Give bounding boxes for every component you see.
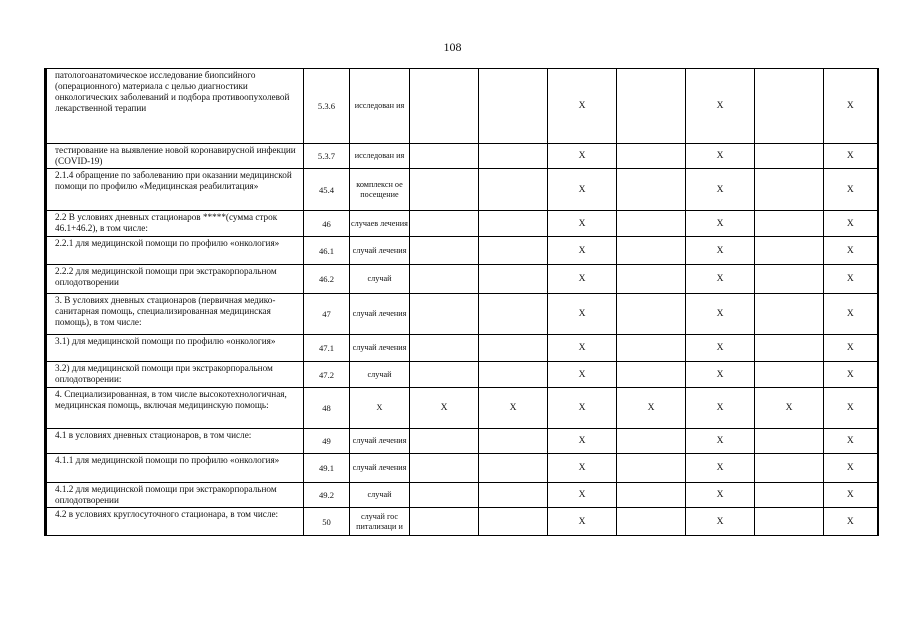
value-cell: X	[686, 265, 755, 294]
value-cell: X	[824, 211, 878, 237]
value-cell: X	[686, 144, 755, 169]
table-row	[46, 508, 878, 536]
value-cell	[617, 454, 686, 483]
row-unit-cell: случай лечения	[350, 237, 410, 265]
row-unit-cell: случай	[350, 483, 410, 508]
row-code-cell: 5.3.6	[304, 69, 350, 144]
row-code-cell: 46.2	[304, 265, 350, 294]
value-cell	[479, 144, 548, 169]
row-unit-cell: случай	[350, 265, 410, 294]
row-name-cell: 2.2.2 для медицинской помощи при экстракорпоральном оплодотворении	[46, 265, 304, 294]
row-name-cell: 3. В условиях дневных стационаров (первичная медико-санитарная помощь, специализированная медицинская помощь), в том числе:	[46, 294, 304, 335]
value-cell	[755, 508, 824, 536]
row-code-cell: 47.2	[304, 362, 350, 388]
value-cell: X	[548, 169, 617, 211]
row-name-cell: 3.2) для медицинской помощи при экстракорпоральном оплодотворении:	[46, 362, 304, 388]
value-cell	[755, 483, 824, 508]
value-cell: X	[548, 294, 617, 335]
table-row	[46, 144, 878, 169]
value-cell: X	[686, 169, 755, 211]
value-cell: X	[824, 335, 878, 362]
row-name-cell: 4. Специализированная, в том числе высокотехнологичная, медицинская помощь, включая медицинскую помощь:	[46, 388, 304, 429]
row-unit-cell: случай гос питализаци и	[350, 508, 410, 536]
value-cell	[755, 237, 824, 265]
table-row	[46, 294, 878, 335]
value-cell	[479, 69, 548, 144]
value-cell: X	[686, 69, 755, 144]
value-cell: X	[824, 237, 878, 265]
data-table	[44, 68, 879, 536]
value-cell: X	[824, 362, 878, 388]
value-cell: X	[824, 388, 878, 429]
value-cell	[479, 508, 548, 536]
value-cell: X	[686, 211, 755, 237]
value-cell	[410, 454, 479, 483]
value-cell	[410, 265, 479, 294]
table-body	[46, 69, 878, 536]
value-cell	[755, 429, 824, 454]
value-cell	[755, 362, 824, 388]
value-cell: X	[410, 388, 479, 429]
value-cell: X	[548, 362, 617, 388]
value-cell: X	[824, 429, 878, 454]
value-cell	[410, 237, 479, 265]
row-unit-cell: случай лечения	[350, 294, 410, 335]
table-row	[46, 335, 878, 362]
value-cell	[410, 335, 479, 362]
value-cell	[617, 211, 686, 237]
table-row	[46, 362, 878, 388]
value-cell	[617, 508, 686, 536]
row-unit-cell: случай	[350, 362, 410, 388]
row-code-cell: 49	[304, 429, 350, 454]
row-name-cell: патологоанатомическое исследование биопсийного (операционного) материала с целью диагностики онкологических заболеваний и подбора противоопухолевой лекарственной терапии	[46, 69, 304, 144]
row-name-cell: 2.1.4 обращение по заболеванию при оказании медицинской помощи по профилю «Медицинская реабилитация»	[46, 169, 304, 211]
value-cell	[479, 483, 548, 508]
value-cell	[755, 265, 824, 294]
table-row	[46, 483, 878, 508]
row-code-cell: 45.4	[304, 169, 350, 211]
row-name-cell: 4.2 в условиях круглосуточного стационара, в том числе:	[46, 508, 304, 536]
value-cell: X	[686, 388, 755, 429]
value-cell: X	[686, 294, 755, 335]
value-cell	[410, 429, 479, 454]
value-cell: X	[548, 335, 617, 362]
row-code-cell: 48	[304, 388, 350, 429]
page-number: 108	[443, 40, 462, 54]
value-cell: X	[548, 483, 617, 508]
table-row	[46, 211, 878, 237]
row-unit-cell: исследован ия	[350, 144, 410, 169]
value-cell	[410, 508, 479, 536]
value-cell	[479, 454, 548, 483]
value-cell: X	[548, 454, 617, 483]
value-cell: X	[686, 454, 755, 483]
value-cell	[617, 335, 686, 362]
value-cell: X	[686, 429, 755, 454]
row-unit-cell: случай лечения	[350, 429, 410, 454]
value-cell: X	[686, 237, 755, 265]
table-row	[46, 265, 878, 294]
value-cell	[755, 454, 824, 483]
value-cell	[410, 483, 479, 508]
value-cell: X	[548, 237, 617, 265]
row-name-cell: 2.2 В условиях дневных стационаров *****(сумма строк 46.1+46.2), в том числе:	[46, 211, 304, 237]
value-cell	[410, 144, 479, 169]
value-cell	[617, 294, 686, 335]
row-unit-cell: X	[350, 388, 410, 429]
value-cell: X	[824, 169, 878, 211]
value-cell	[479, 362, 548, 388]
value-cell	[479, 335, 548, 362]
value-cell: X	[824, 508, 878, 536]
row-name-cell: тестирование на выявление новой коронавирусной инфекции (COVID-19)	[46, 144, 304, 169]
value-cell	[617, 169, 686, 211]
value-cell: X	[548, 429, 617, 454]
value-cell: X	[548, 265, 617, 294]
table-row	[46, 237, 878, 265]
row-unit-cell: исследован ия	[350, 69, 410, 144]
value-cell	[755, 144, 824, 169]
table-row	[46, 169, 878, 211]
table-row	[46, 388, 878, 429]
value-cell	[410, 211, 479, 237]
value-cell: X	[824, 144, 878, 169]
value-cell	[410, 294, 479, 335]
value-cell: X	[686, 335, 755, 362]
value-cell: X	[479, 388, 548, 429]
value-cell	[755, 294, 824, 335]
value-cell	[617, 69, 686, 144]
value-cell: X	[686, 483, 755, 508]
row-code-cell: 49.1	[304, 454, 350, 483]
value-cell	[479, 237, 548, 265]
table-row	[46, 69, 878, 144]
row-name-cell: 4.1.2 для медицинской помощи при экстракорпоральном оплодотворении	[46, 483, 304, 508]
value-cell	[617, 429, 686, 454]
value-cell	[617, 265, 686, 294]
row-code-cell: 46.1	[304, 237, 350, 265]
row-name-cell: 3.1) для медицинской помощи по профилю «онкология»	[46, 335, 304, 362]
value-cell	[755, 169, 824, 211]
row-code-cell: 50	[304, 508, 350, 536]
value-cell: X	[548, 144, 617, 169]
value-cell: X	[548, 211, 617, 237]
row-code-cell: 5.3.7	[304, 144, 350, 169]
value-cell	[617, 237, 686, 265]
row-code-cell: 46	[304, 211, 350, 237]
value-cell: X	[617, 388, 686, 429]
value-cell	[410, 362, 479, 388]
row-unit-cell: случай лечения	[350, 335, 410, 362]
row-name-cell: 4.1 в условиях дневных стационаров, в том числе:	[46, 429, 304, 454]
row-code-cell: 49.2	[304, 483, 350, 508]
value-cell: X	[755, 388, 824, 429]
value-cell	[479, 169, 548, 211]
row-name-cell: 2.2.1 для медицинской помощи по профилю «онкология»	[46, 237, 304, 265]
value-cell	[755, 211, 824, 237]
row-unit-cell: комплексн ое посещение	[350, 169, 410, 211]
value-cell: X	[824, 294, 878, 335]
value-cell: X	[824, 265, 878, 294]
row-code-cell: 47.1	[304, 335, 350, 362]
value-cell: X	[824, 69, 878, 144]
table-row	[46, 454, 878, 483]
value-cell: X	[824, 454, 878, 483]
table-row	[46, 429, 878, 454]
value-cell	[410, 169, 479, 211]
value-cell	[617, 362, 686, 388]
value-cell: X	[686, 508, 755, 536]
row-code-cell: 47	[304, 294, 350, 335]
value-cell	[479, 211, 548, 237]
row-unit-cell: случаев лечения	[350, 211, 410, 237]
value-cell: X	[548, 508, 617, 536]
value-cell	[755, 335, 824, 362]
value-cell	[479, 294, 548, 335]
row-unit-cell: случай лечения	[350, 454, 410, 483]
value-cell	[479, 265, 548, 294]
value-cell: X	[548, 388, 617, 429]
value-cell	[617, 144, 686, 169]
value-cell	[617, 483, 686, 508]
value-cell	[479, 429, 548, 454]
value-cell	[755, 69, 824, 144]
value-cell: X	[548, 69, 617, 144]
value-cell: X	[824, 483, 878, 508]
row-name-cell: 4.1.1 для медицинской помощи по профилю «онкология»	[46, 454, 304, 483]
value-cell: X	[686, 362, 755, 388]
value-cell	[410, 69, 479, 144]
